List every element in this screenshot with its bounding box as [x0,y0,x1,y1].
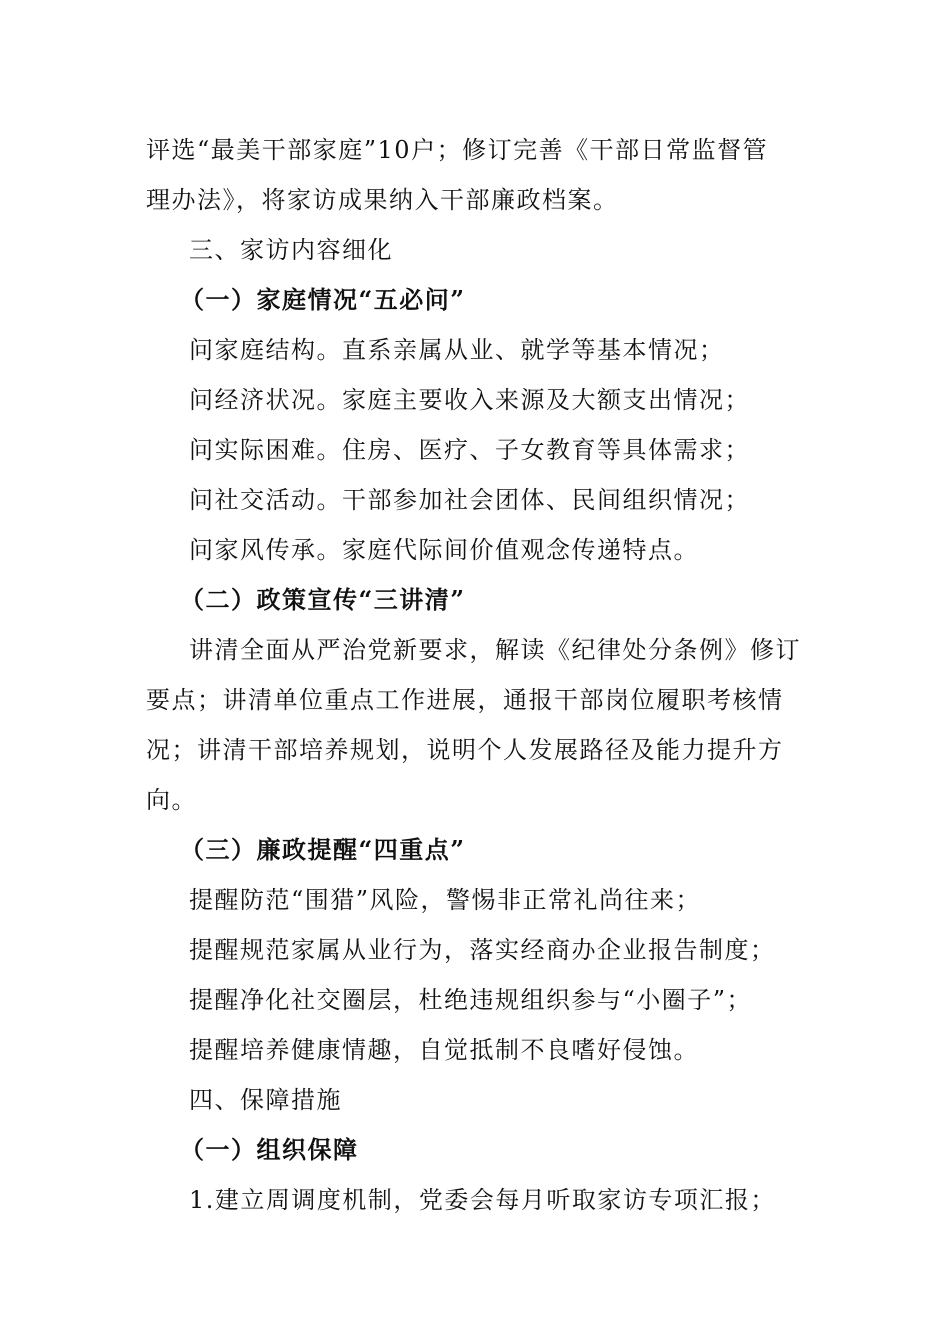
list-item: 1.建立周调度机制，党委会每月听取家访专项汇报； [189,1186,776,1214]
paragraph-line: 要点；讲清单位重点工作进展，通报干部岗位履职考核情 [146,686,784,714]
list-item: 提醒净化社交圈层，杜绝违规组织参与“小圈子”； [189,986,753,1014]
paragraph-line: 向。 [146,786,197,814]
subsection-heading-4-1: （一）组织保障 [180,1135,359,1164]
intro-line-1: 评选“最美干部家庭”10户；修订完善《干部日常监督管 [146,136,769,164]
list-item: 问经济状况。家庭主要收入来源及大额支出情况； [189,386,750,414]
subsection-heading-3-1: （一）家庭情况“五必问” [180,285,466,314]
list-item: 提醒防范“围猎”风险，警惕非正常礼尚往来； [189,886,702,914]
list-item: 问社交活动。干部参加社会团体、民间组织情况； [189,486,750,514]
subsection-heading-3-2: （二）政策宣传“三讲清” [180,585,466,614]
paragraph-line: 况；讲清干部培养规划，说明个人发展路径及能力提升方 [146,736,784,764]
section-heading-4: 四、保障措施 [189,1086,342,1114]
intro-line-2: 理办法》，将家访成果纳入干部廉政档案。 [146,186,619,214]
list-item: 问家风传承。家庭代际间价值观念传递特点。 [189,536,699,564]
subsection-heading-3-3: （三）廉政提醒“四重点” [180,835,466,864]
list-item: 问实际困难。住房、医疗、子女教育等具体需求； [189,436,750,464]
list-item: 提醒规范家属从业行为，落实经商办企业报告制度； [189,936,776,964]
list-item: 提醒培养健康情趣，自觉抵制不良嗜好侵蚀。 [189,1036,699,1064]
paragraph-line: 讲清全面从严治党新要求，解读《纪律处分条例》修订 [189,636,801,664]
section-heading-3: 三、家访内容细化 [189,236,393,264]
list-item: 问家庭结构。直系亲属从业、就学等基本情况； [189,336,725,364]
